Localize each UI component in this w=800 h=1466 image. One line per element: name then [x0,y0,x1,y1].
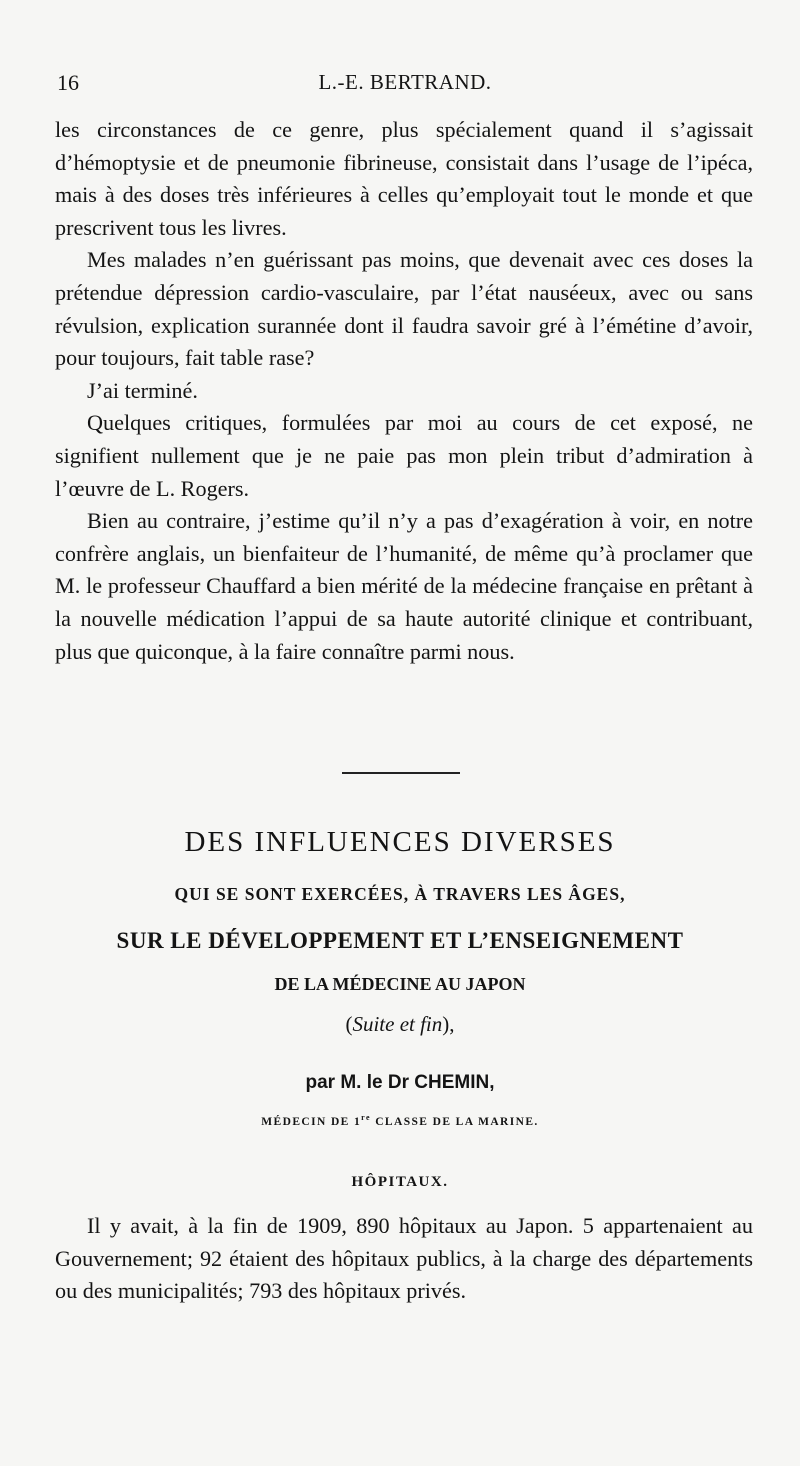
article-subtitle: QUI SE SONT EXERCÉES, À TRAVERS LES ÂGES, [174,884,626,904]
article-title: DES INFLUENCES DIVERSES [184,826,616,858]
section-divider [342,772,460,774]
note-open: ( [345,1012,353,1036]
note-italic: Suite et fin [352,1012,443,1036]
author-affiliation [0,1113,800,1128]
continuation-note [0,1012,800,1037]
section-body [55,1210,753,1308]
paragraph: J’ai terminé. [87,377,198,403]
paragraph: Il y avait, à la fin de 1909, 890 hôpitaux au Japon. 5 appartenaient au Gouvernement; 92 étaient des hôpitaux publics, à la charge des départements ou des municipalités; 793 des hôpitaux privés. [55,1213,753,1304]
paragraph: les circonstances de ce genre, plus spécialement quand il s’agissait d’hémoptysie et de pneumonie fibrineuse, consistait dans l’usage de l’ipéca, mais à des doses très inférieures à celles qu’employait tout le monde et que prescrivent tous les livres. [55,117,753,240]
previous-article-conclusion [55,114,753,668]
section-title: HÔPITAUX. [351,1174,449,1190]
affiliation-superscript: re [361,1113,371,1122]
page-number: 16 [57,70,79,95]
paragraph: Quelques critiques, formulées par moi au cours de cet exposé, ne signifient nullement que je ne paie pas mon plein tribut d’admiration à l’œuvre de L. Rogers. [55,410,753,501]
running-head [55,70,755,102]
running-title: L.-E. BERTRAND. [318,70,492,94]
article-subtitle: DE LA MÉDECINE AU JAPON [274,974,526,994]
paragraph: Bien au contraire, j’estime qu’il n’y a pas d’exagération à voir, en notre confrère anglais, un bienfaiteur de l’humanité, de même qu’à proclamer que M. le professeur Chauffard a bien mérité de la médecine française en prêtant à la nouvelle médication l’appui de sa haute autorité clinique et contribuant, plus que quiconque, à la faire connaître parmi nous. [55,508,753,664]
affiliation-text: MÉDECIN DE 1 [261,1115,362,1128]
article-subtitle: SUR LE DÉVELOPPEMENT ET L’ENSEIGNEMENT [116,928,684,953]
affiliation-text-end: CLASSE DE LA MARINE. [370,1115,539,1128]
note-close: ), [442,1012,455,1036]
paragraph: Mes malades n’en guérissant pas moins, que devenait avec ces doses la prétendue dépression cardio-vasculaire, par l’état nauséeux, avec ou sans révulsion, explication surannée dont il faudra savoir gré à l’émétine d’avoir, pour toujours, fait table rase? [55,247,753,371]
author-byline: par M. le Dr CHEMIN, [305,1072,495,1093]
